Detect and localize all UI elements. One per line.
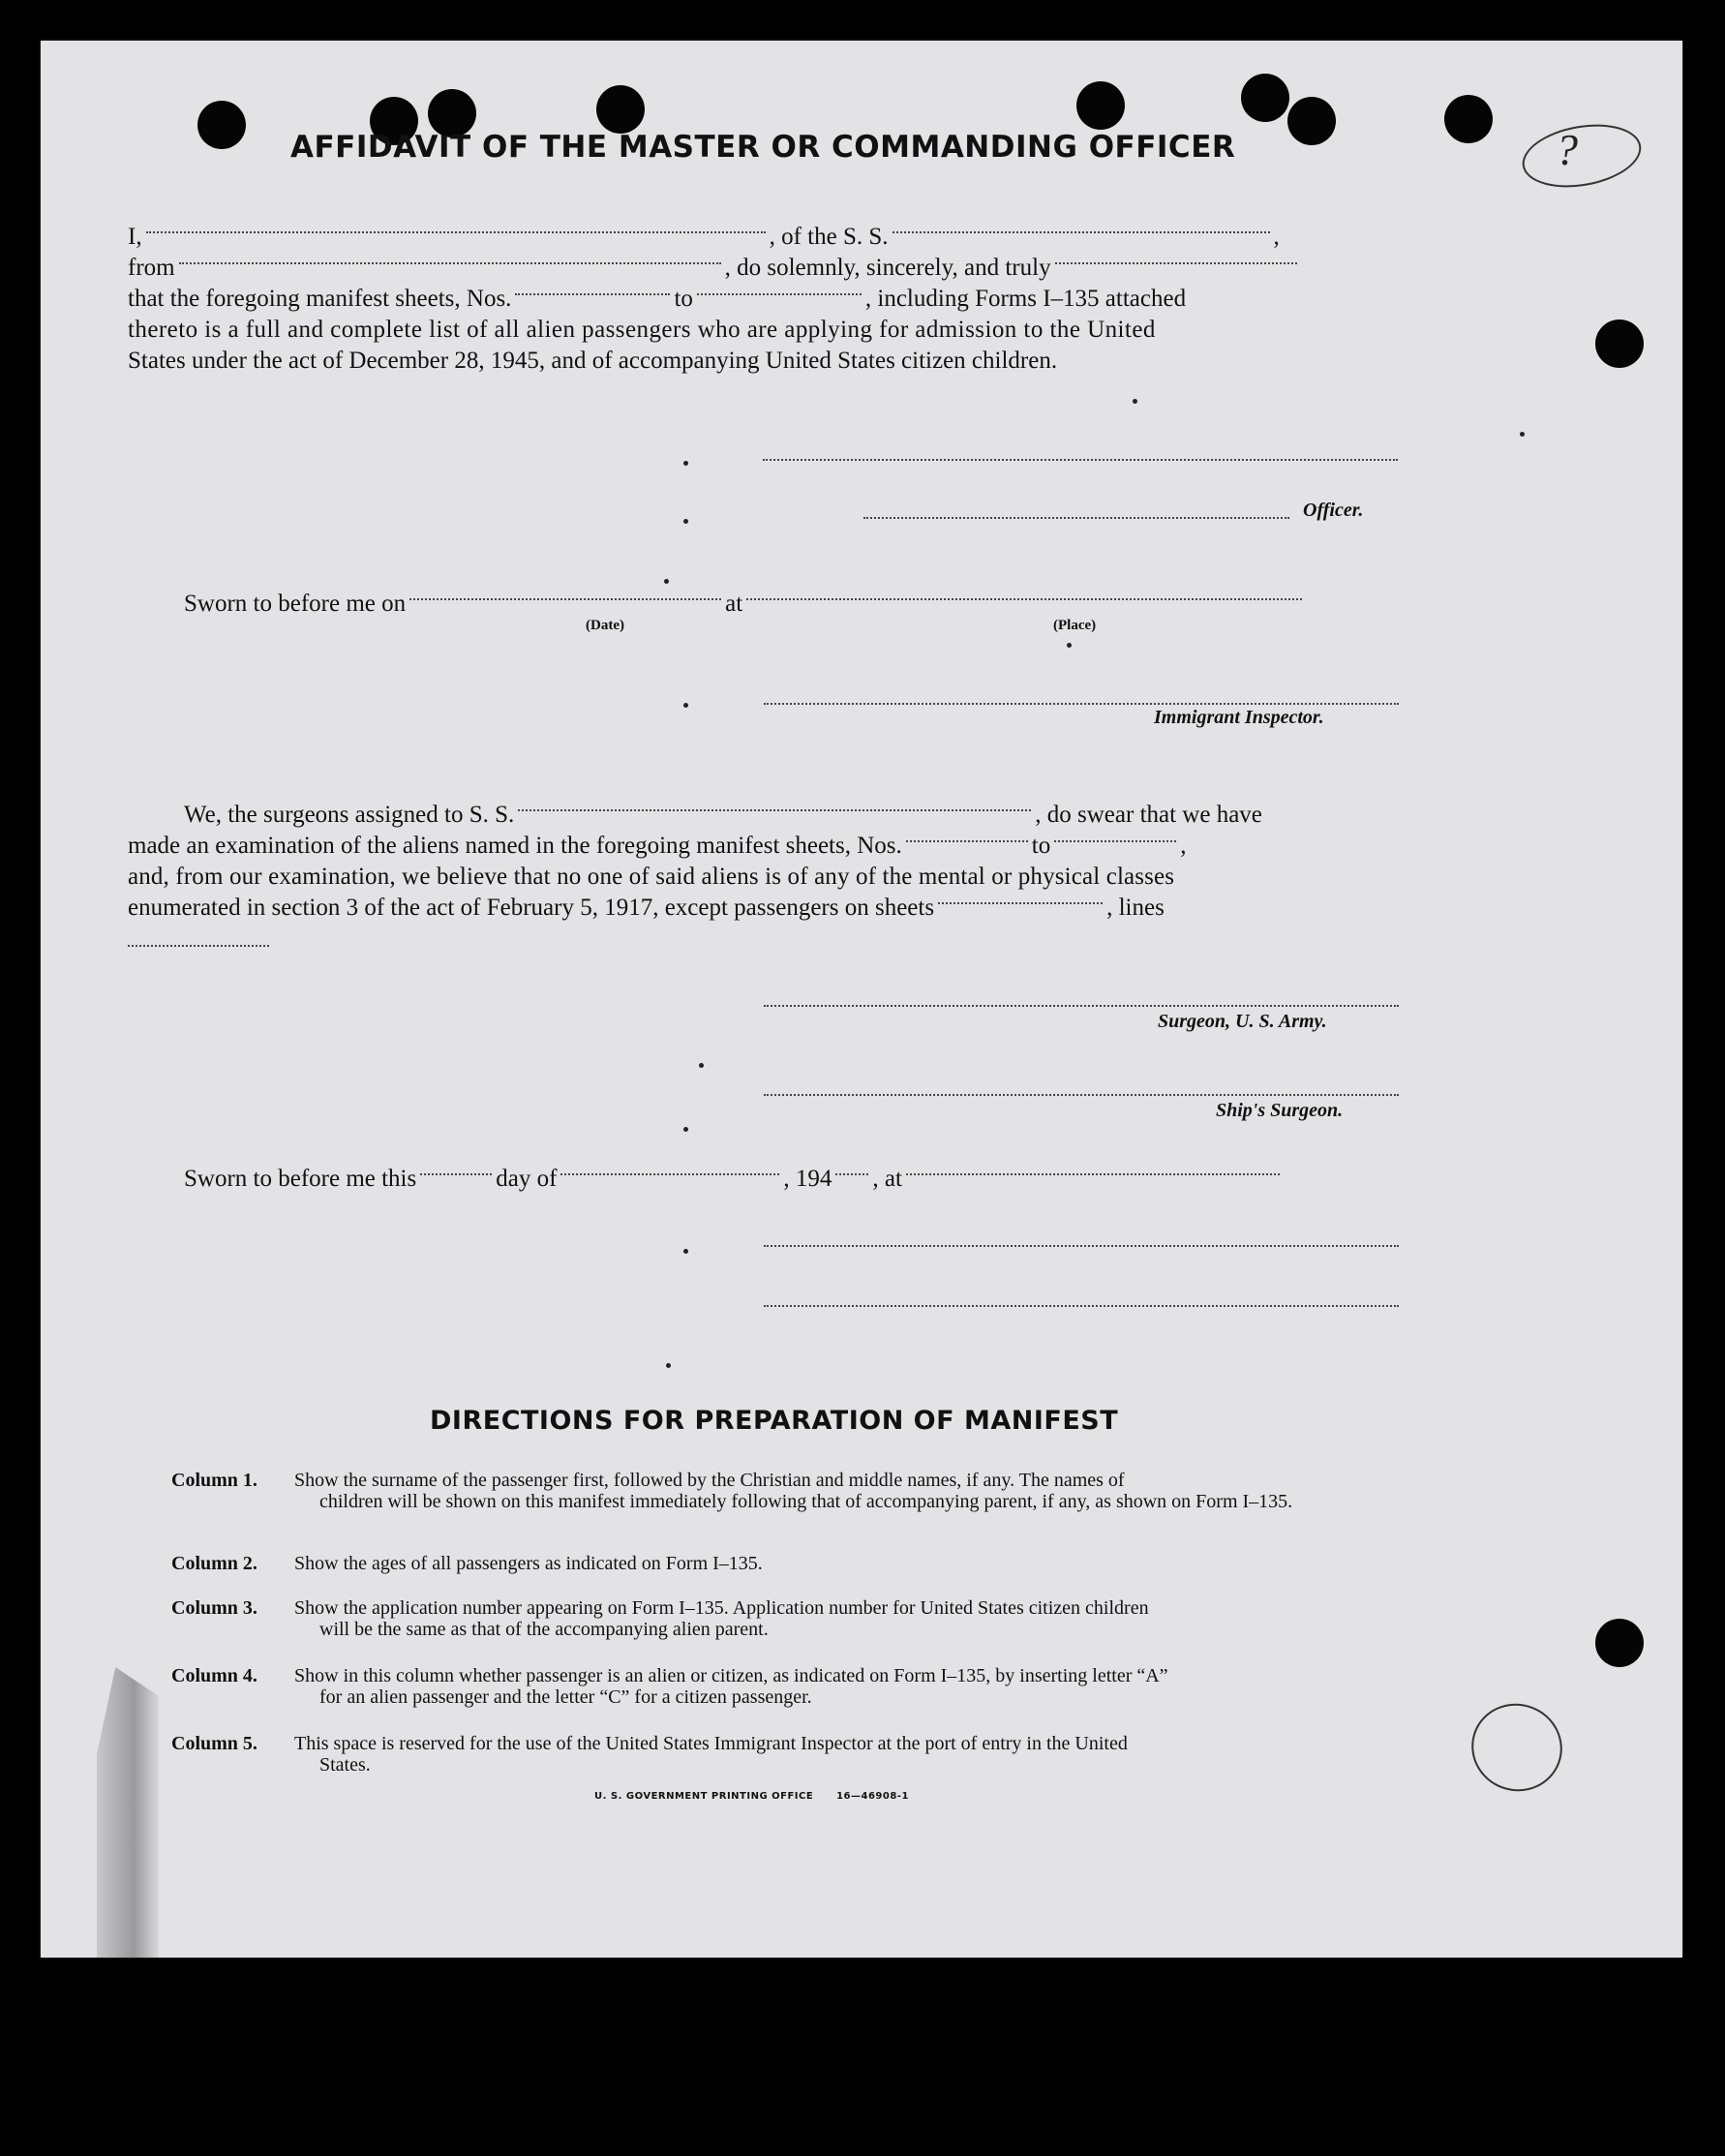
officer-label: Officer. [1303,500,1364,521]
signature-line [763,459,1398,461]
form-page [41,41,1682,1958]
speck [699,1063,704,1068]
surgeons-line-2: made an examination of the aliens named in the foregoing manifest sheets, Nos. to , [128,833,1187,859]
punch-hole [1595,1619,1644,1667]
affidavit-line-3: that the foregoing manifest sheets, Nos. to , including Forms I–135 attached [128,286,1187,312]
inspector-label: Immigrant Inspector. [1154,707,1324,728]
speck [1520,432,1525,437]
column-4-text: Show in this column whether passenger is an alien or citizen, as indicated on Form I–135, by inserting letter “A” for an alien passenger and the letter “C” for a citizen passenger. [294,1665,1168,1708]
column-3-text: Show the application number appearing on Form I–135. Application number for United States citizen children will be the same as that of the accompanying alien parent. [294,1597,1149,1640]
torn-corner-shadow [97,1667,159,1958]
handwritten-annotation: ? [1556,125,1578,174]
speck [1133,399,1137,404]
affidavit-title: AFFIDAVIT OF THE MASTER OR COMMANDING OFFICER [290,130,1236,165]
speck [683,1127,688,1132]
surgeons-line-3: and, from our examination, we believe that no one of said aliens is of any of the mental or physical classes [128,864,1175,890]
inspector-signature-line-2 [764,1245,1399,1247]
punch-hole [1595,319,1644,368]
handwritten-oval-mark [1459,1691,1574,1805]
affidavit-line-2: from , do solemnly, sincerely, and truly [128,253,1301,284]
speck [664,579,669,584]
punch-hole [197,101,246,149]
printer-imprint: U. S. GOVERNMENT PRINTING OFFICE 16—46908-1 [594,1791,909,1802]
directions-title: DIRECTIONS FOR PREPARATION OF MANIFEST [430,1406,1119,1436]
column-1-text: Show the surname of the passenger first, followed by the Christian and middle names, if any. The names of children will be shown on this manifest immediately following that of accompanying parent, if any, as shown on Form I–135. [294,1470,1293,1512]
inspector-signature-line [764,703,1399,705]
speck [1067,643,1072,648]
army-surgeon-signature-line [764,1005,1399,1007]
column-2-label: Column 2. [171,1553,257,1574]
column-5-text: This space is reserved for the use of the United States Immigrant Inspector at the port of entry in the United States. [294,1733,1128,1776]
affidavit-line-5: States under the act of December 28, 1945, and of accompanying United States citizen children. [128,348,1058,374]
column-5-label: Column 5. [171,1733,257,1754]
surgeons-line-1: We, the surgeons assigned to S. S. , do swear that we have [184,802,1262,828]
speck [683,519,688,524]
handwritten-oval-mark [1518,116,1647,197]
speck [666,1363,671,1368]
surgeons-line-4: enumerated in section 3 of the act of February 5, 1917, except passengers on sheets , lines [128,895,1165,921]
punch-hole [596,85,645,134]
affidavit-line-1: I, , of the S. S. , [128,224,1280,250]
column-4-label: Column 4. [171,1665,257,1686]
lines-blank [128,945,269,947]
inspector-title-line-2 [764,1305,1399,1307]
sworn-statement-1: Sworn to before me on at [184,589,1306,620]
date-caption: (Date) [586,618,624,633]
punch-hole [1241,74,1289,122]
column-3-label: Column 3. [171,1597,257,1619]
place-caption: (Place) [1053,618,1097,633]
column-2-text: Show the ages of all passengers as indicated on Form I–135. [294,1553,763,1574]
speck [683,1249,688,1254]
punch-hole [1444,95,1493,143]
speck [683,461,688,466]
punch-hole [1287,97,1336,145]
column-1-label: Column 1. [171,1470,257,1491]
sworn-statement-2: Sworn to before me this day of , 194 , at [184,1164,1284,1195]
officer-signature-line [863,517,1289,519]
army-surgeon-label: Surgeon, U. S. Army. [1158,1011,1327,1032]
ship-surgeon-signature-line [764,1094,1399,1096]
affidavit-line-4: thereto is a full and complete list of all alien passengers who are applying for admission to the United [128,317,1156,343]
punch-hole [1076,81,1125,130]
ship-surgeon-label: Ship's Surgeon. [1216,1100,1344,1121]
speck [683,703,688,708]
